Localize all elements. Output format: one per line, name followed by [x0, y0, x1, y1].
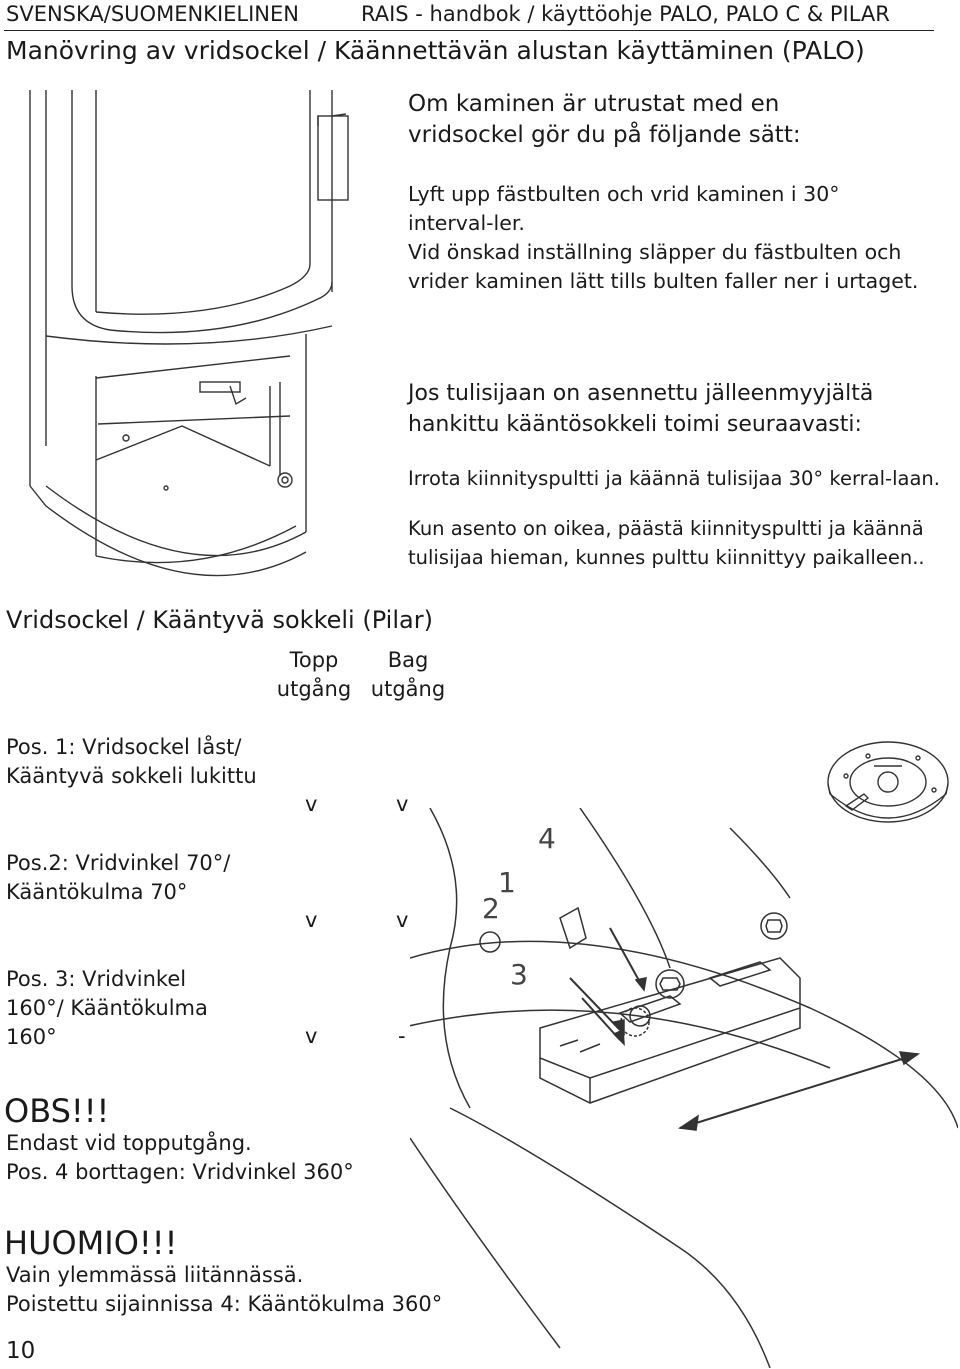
position-3-back: - [398, 1024, 406, 1048]
position-1-top: v [305, 792, 318, 816]
huomio-line-1: Vain ylemmässä liitännässä. [6, 1263, 304, 1287]
column-top-outlet: Topp utgång [276, 648, 352, 701]
finnish-step-1: Irrota kiinnityspultti ja käännä tulisijaa 30° kerral-laan. [408, 467, 940, 490]
header-rule [4, 30, 934, 31]
column-back-outlet: Bag utgång [370, 648, 446, 701]
position-3-top: v [305, 1024, 318, 1048]
header-language: SVENSKA/SUOMENKIELINEN [6, 2, 299, 26]
swedish-intro: Om kaminen är utrustat med en vridsockel gör du på följande sätt: [408, 91, 801, 148]
diagram-label-1: 1 [498, 866, 516, 899]
header-manual-title: RAIS - handbok / käyttöohje PALO, PALO C & PILAR [361, 2, 890, 26]
position-2-top: v [305, 908, 318, 932]
page-number: 10 [6, 1338, 36, 1364]
stove-illustration [0, 86, 400, 606]
swedish-step-2: Vid önskad inställning släpper du fästbulten och vrider kaminen lätt tills bulten faller ner i urtaget. [408, 240, 919, 293]
pilar-caption: Vridsockel / Kääntyvä sokkeli (Pilar) [6, 606, 433, 634]
finnish-intro: Jos tulisijaan on asennettu jälleenmyyjältä hankittu kääntösokkeli toimi seuraavasti: [408, 381, 874, 437]
obs-line-1: Endast vid topputgång. [6, 1131, 252, 1155]
diagram-label-4: 4 [538, 822, 556, 855]
position-1-back: v [396, 792, 409, 816]
obs-heading: OBS!!! [4, 1092, 110, 1130]
position-2-label: Pos.2: Vridvinkel 70°/ Kääntökulma 70° [6, 851, 231, 904]
huomio-heading: HUOMIO!!! [4, 1224, 178, 1262]
obs-line-2: Pos. 4 borttagen: Vridvinkel 360° [6, 1160, 354, 1184]
page-header [6, 2, 890, 26]
swedish-step-1: Lyft upp fästbulten och vrid kaminen i 30° interval-ler. [408, 182, 840, 235]
swivel-detail-diagram [410, 808, 958, 1368]
finnish-step-2: Kun asento on oikea, päästä kiinnityspultti ja käännä tulisijaa hieman, kunnes pulttu kiinnittyy paikalleen.. [408, 517, 925, 569]
position-3-label: Pos. 3: Vridvinkel 160°/ Kääntökulma 160° [6, 967, 208, 1049]
huomio-line-2: Poistettu sijainnissa 4: Kääntökulma 360° [6, 1292, 443, 1316]
position-2-back: v [396, 908, 409, 932]
diagram-label-2: 2 [482, 892, 500, 925]
diagram-label-3: 3 [510, 958, 528, 991]
page-title: Manövring av vridsockel / Käännettävän alustan käyttäminen (PALO) [6, 36, 865, 65]
position-1-label: Pos. 1: Vridsockel låst/ Kääntyvä sokkeli lukittu [6, 735, 257, 788]
